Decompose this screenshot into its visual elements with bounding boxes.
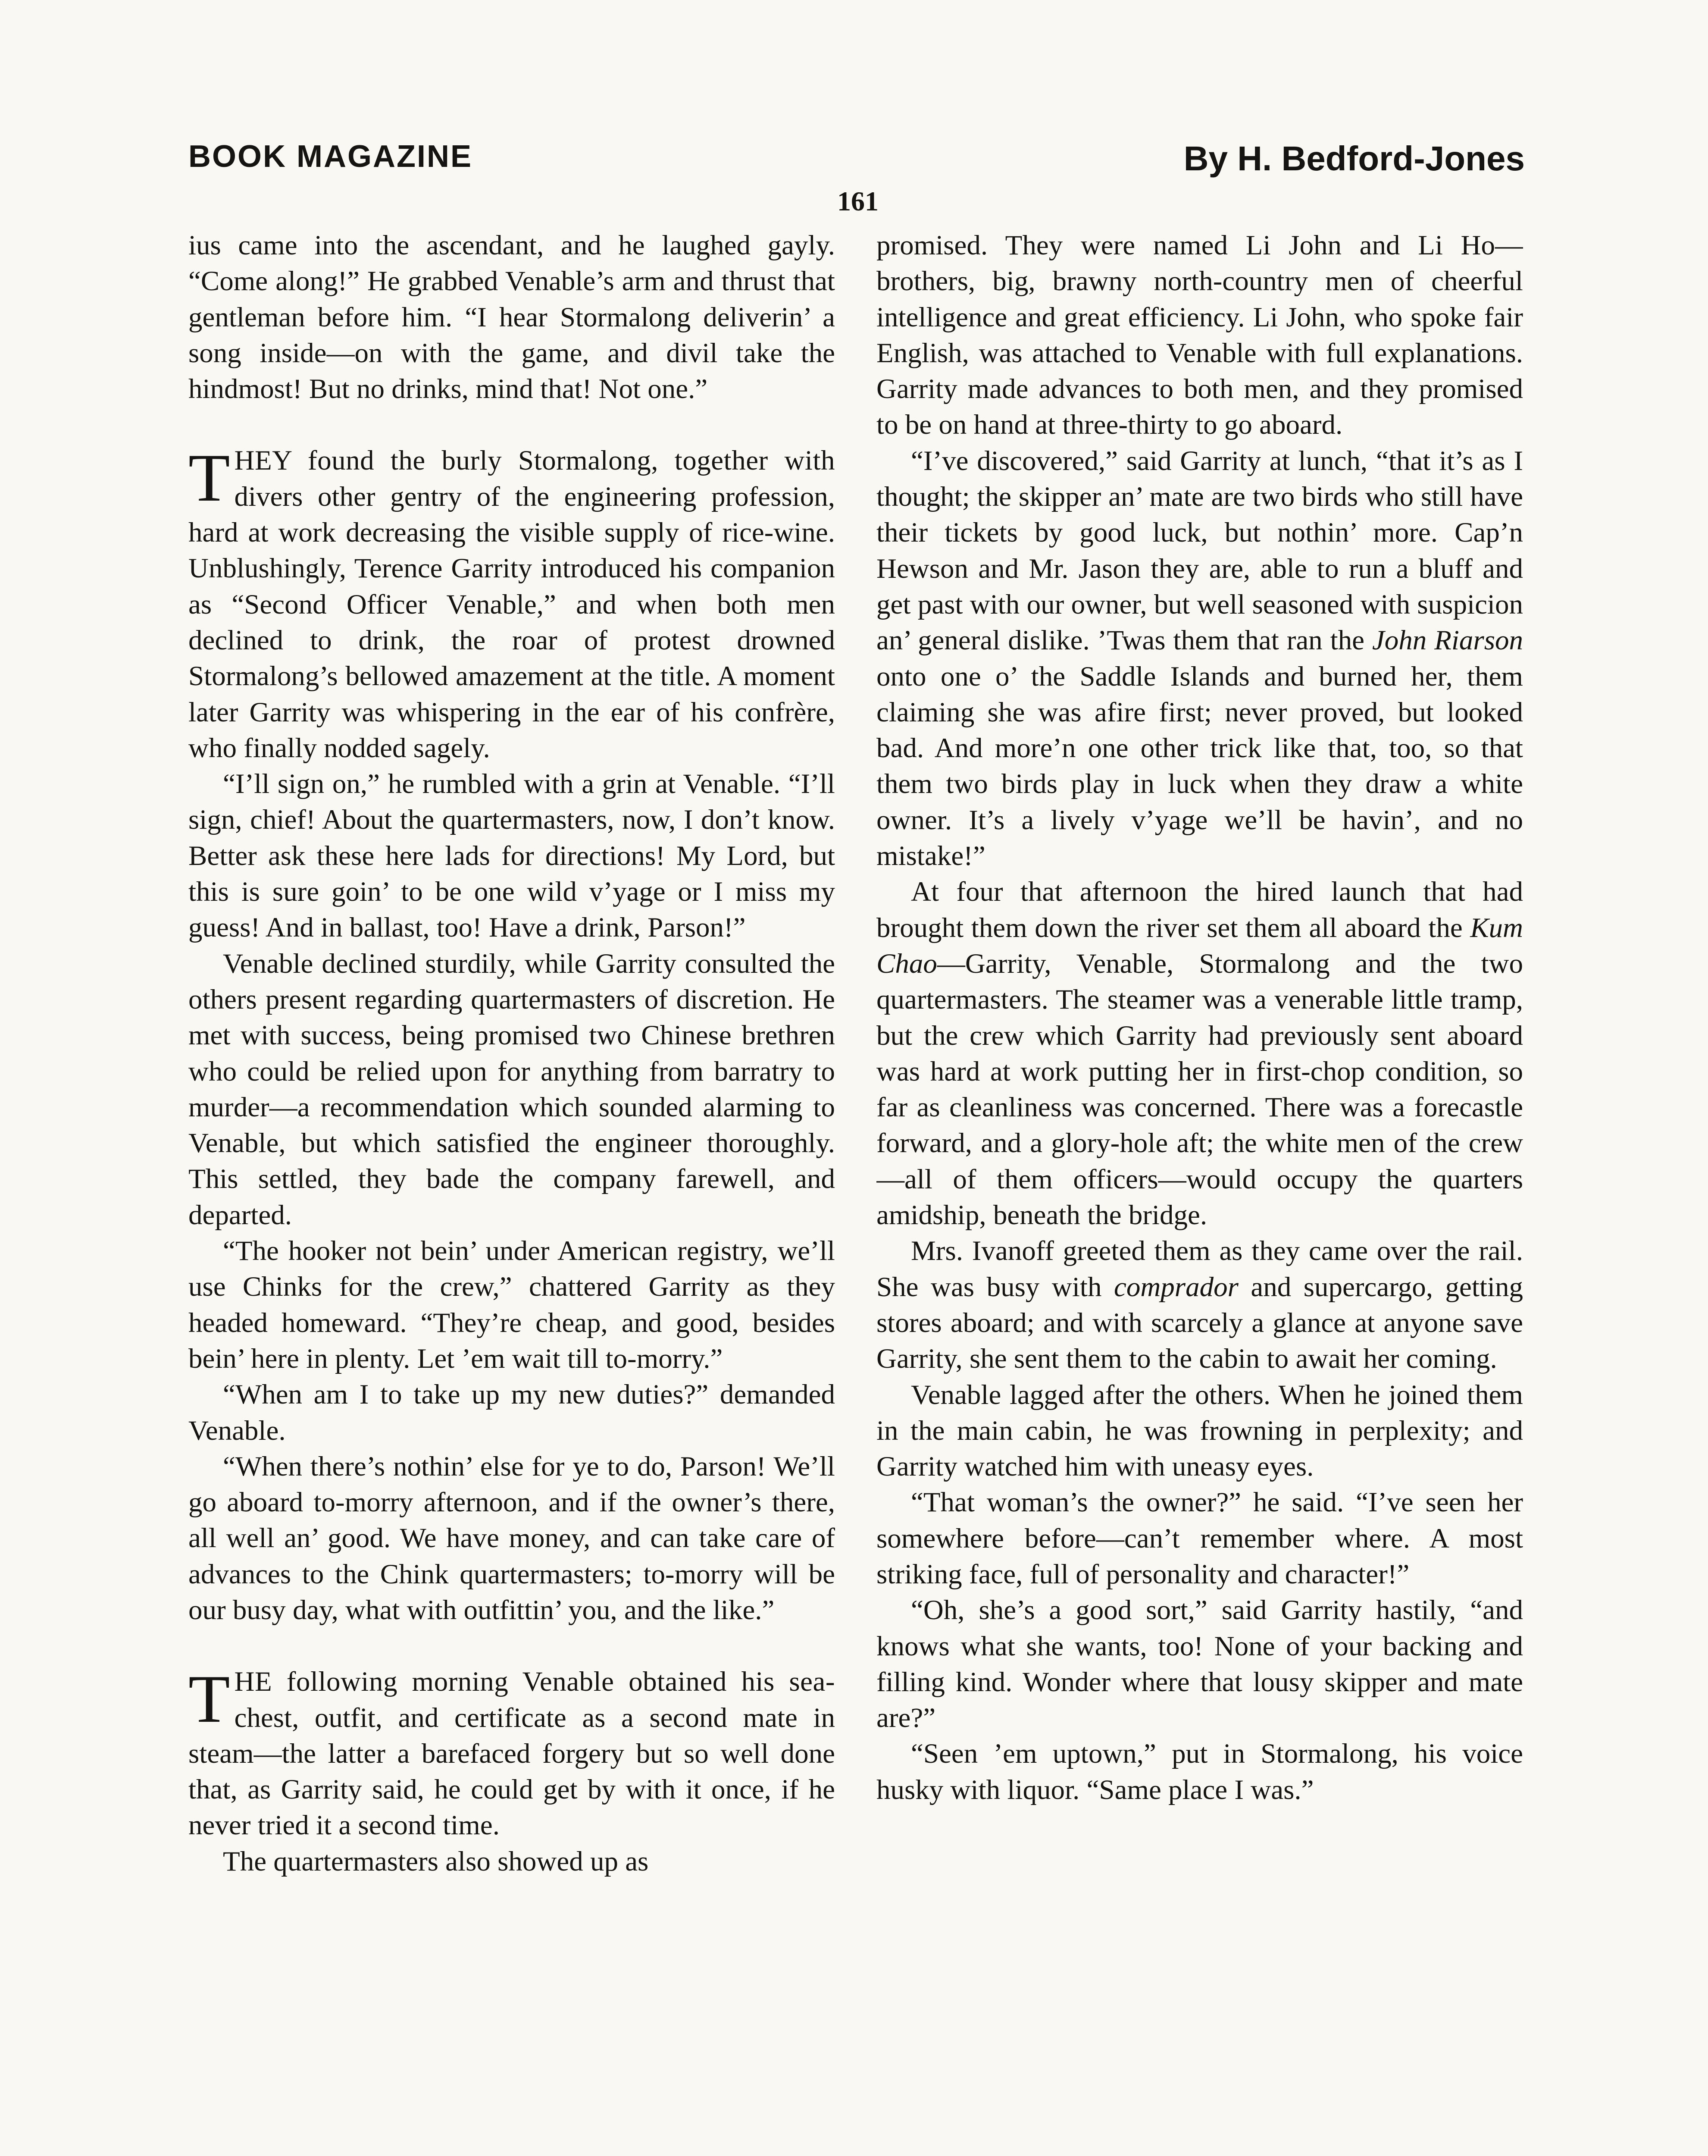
paragraph: Venable lagged after the others. When he joined them in the main cabin, he was frowning in perplexity; and Garrity watched him with uneasy eyes. bbox=[876, 1379, 1523, 1482]
paragraph: The quartermasters also showed up as bbox=[223, 1846, 649, 1877]
author-byline: By H. Bedford-Jones bbox=[1183, 139, 1525, 178]
section-paragraph bbox=[188, 1661, 835, 1843]
publication-title: BOOK MAGAZINE bbox=[188, 139, 472, 174]
paragraph: “I’ll sign on,” he rumbled with a grin at Venable. “I’ll sign, chief! About the quartermasters, now, I don’t know. Better ask these here lads for directions! My Lord, but this is sure goin’ to be one wild v’yage or I miss my guess! And in ballast, too! Have a drink, Parson!” bbox=[188, 768, 835, 943]
paragraph: “Oh, she’s a good sort,” said Garrity hastily, “and knows what she wants, too! None of your backing and filling kind. Wonder where that lousy skipper and mate are?” bbox=[876, 1595, 1523, 1734]
drop-cap: T bbox=[188, 1661, 230, 1737]
section-paragraph bbox=[188, 440, 835, 766]
paragraph: “When am I to take up my new duties?” demanded Venable. bbox=[188, 1379, 835, 1446]
paragraph: “When there’s nothin’ else for ye to do, Parson! We’ll go aboard to-morry afternoon, and if the owner’s there, all well an’ good. We have money, and can take care of advances to the Chink quartermasters; to-morry will be our busy day, what with outfittin’ you, and the like.” bbox=[188, 1451, 835, 1626]
italic-word: comprador bbox=[1114, 1271, 1239, 1303]
drop-cap: T bbox=[188, 440, 230, 516]
right-column bbox=[876, 228, 1523, 2156]
paragraph-text: At four that afternoon the hired launch that had brought them down the river set them all aboard the bbox=[876, 876, 1523, 943]
paragraph-text: HE following morning Venable obtained his sea-chest, outfit, and certificate as a second mate in steam—the latter a barefaced forgery but so well done that, as Garrity said, he could get by with it once, if he never tried it a second time. bbox=[188, 1666, 835, 1841]
paragraph-text: —Garrity, Venable, Stormalong and the two quartermasters. The steamer was a venerable little tramp, but the crew which Garrity had previously sent aboard was hard at work putting her in first-chop condition, so far as cleanliness was concerned. There was a forecastle forward, and a glory-hole aft; the white men of the crew—all of them officers—would occupy the quarters amidship, beneath the bridge. bbox=[876, 948, 1523, 1231]
paragraph: ius came into the ascendant, and he laughed gayly. “Come along!” He grabbed Venable’s arm and thrust that gentleman before him. “I hear Stormalong deliverin’ a song inside—on with the game, and divil take the hindmost! But no drinks, mind that! Not one.” bbox=[188, 230, 835, 405]
paragraph bbox=[876, 443, 1523, 874]
paragraph-text: and supercargo, getting stores aboard; and with scarcely a glance at anyone save Garrity, she sent them to the cabin to await her coming. bbox=[876, 1271, 1523, 1375]
paragraph: “Seen ’em uptown,” put in Stormalong, his voice husky with liquor. “Same place I was.” bbox=[876, 1738, 1523, 1805]
paragraph-text: onto one o’ the Saddle Islands and burned her, them claiming she was afire first; never proved, but looked bad. And more’n one other trick like that, too, so that them two birds play in luck when they draw a white owner. It’s a lively v’yage we’ll be havin’, and no mistake!” bbox=[876, 661, 1523, 872]
paragraph-text: Mrs. Ivanoff greeted them as they came over the rail. She was busy with bbox=[876, 1235, 1523, 1303]
left-column bbox=[188, 228, 835, 2156]
ship-name: Kum Chao bbox=[876, 912, 1523, 979]
paragraph-text: “I’ve discovered,” said Garrity at lunch, “that it’s as I thought; the skipper an’ mate are two birds who still have their tickets by good luck, but nothin’ more. Cap’n Hewson and Mr. Jason they are, able to run a bluff and get past with our owner, but well seasoned with suspicion an’ general dislike. ’Twas them that ran the bbox=[876, 445, 1523, 656]
paragraph bbox=[876, 874, 1523, 1233]
paragraph bbox=[876, 1233, 1523, 1377]
ship-name: John Riarson bbox=[1372, 625, 1523, 656]
paragraph: promised. They were named Li John and Li Ho—brothers, big, brawny north-country men of cheerful intelligence and great efficiency. Li John, who spoke fair English, was attached to Venable with full explanations. Garrity made advances to both men, and they promised to be on hand at three-thirty to go aboard. bbox=[876, 230, 1523, 441]
paragraph: “The hooker not bein’ under American registry, we’ll use Chinks for the crew,” chattered Garrity as they headed homeward. “They’re cheap, and good, besides bein’ here in plenty. Let ’em wait till to-morry.” bbox=[188, 1235, 835, 1374]
page-number: 161 bbox=[837, 186, 879, 216]
paragraph: Venable declined sturdily, while Garrity consulted the others present regarding quartermasters of discretion. He met with success, being promised two Chinese brethren who could be relied upon for anything from barratry to murder—a recommendation which sounded alarming to Venable, but which satisfied the engineer thoroughly. This settled, they bade the company farewell, and departed. bbox=[188, 948, 835, 1231]
paragraph-text: HEY found the burly Stormalong, together with divers other gentry of the engineering profession, hard at work decreasing the visible supply of rice-wine. Unblushingly, Terence Garrity introduced his companion as “Second Officer Venable,” and when both men declined to drink, the roar of protest drowned Stormalong’s bellowed amazement at the title. A moment later Garrity was whispering in the ear of his confrère, who finally nodded sagely. bbox=[188, 445, 835, 764]
paragraph: “That woman’s the owner?” he said. “I’ve seen her somewhere before—can’t remember where. A most striking face, full of personality and character!” bbox=[876, 1487, 1523, 1590]
